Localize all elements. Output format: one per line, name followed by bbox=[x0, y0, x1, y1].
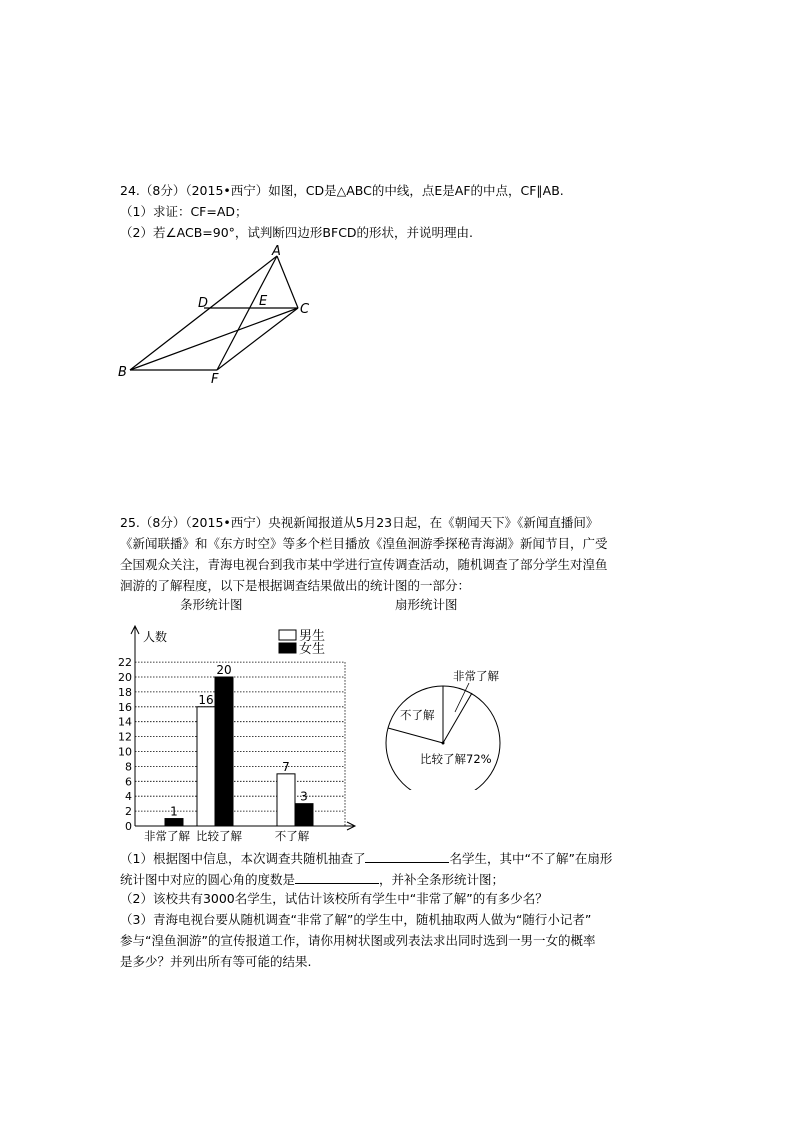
sub1-text-a: （1）根据图中信息，本次调查共随机抽查了 bbox=[120, 851, 366, 866]
pie-label-none: 不了解 bbox=[400, 708, 435, 722]
x-category-label: 非常了解 bbox=[144, 829, 190, 843]
q25-sub2: （2）该校共有3000名学生，试估计该校所有学生中“非常了解”的有多少名？ bbox=[120, 891, 548, 906]
q25-stem-line3: 全国观众关注，青海电视台到我市某中学进行宣传调查活动，随机调查了部分学生对湟鱼 bbox=[120, 557, 608, 572]
y-tick-label: 22 bbox=[118, 656, 132, 670]
y-axis-label: 人数 bbox=[143, 630, 168, 644]
bar-value-label: 20 bbox=[216, 663, 232, 677]
x-category-label: 比较了解 bbox=[196, 829, 242, 843]
pie-center bbox=[442, 742, 445, 745]
q25-sub1-line1 bbox=[120, 849, 612, 867]
q25-stem-line4: 洄游的了解程度，以下是根据调查结果做出的统计图的一部分： bbox=[120, 578, 471, 593]
segment-AC bbox=[277, 256, 298, 308]
label-D: D bbox=[198, 296, 209, 311]
bar-chart bbox=[115, 620, 375, 845]
q24-part2: （2）若∠ACB=90°，试判断四边形BFCD的形状，并说明理由. bbox=[120, 225, 474, 240]
answer-blank-total[interactable] bbox=[365, 849, 449, 863]
legend-swatch-male bbox=[279, 630, 296, 640]
sub1-text-d: ，并补全条形统计图； bbox=[379, 872, 505, 887]
bar-female-1 bbox=[215, 677, 233, 826]
x-category-label: 不了解 bbox=[274, 829, 310, 843]
y-tick-label: 0 bbox=[125, 820, 132, 833]
y-tick-label: 6 bbox=[125, 775, 132, 789]
q24-stem: 24.（8分）（2015•西宁）如图，CD是△ABC的中线，点E是AF的中点，CF∥AB. bbox=[120, 183, 564, 198]
bar-male-2 bbox=[277, 774, 295, 826]
label-E: E bbox=[259, 294, 268, 309]
q25-stem-line2: 《新闻联播》和《东方时空》等多个栏目播放《湟鱼洄游季探秘青海湖》新闻节目，广受 bbox=[120, 536, 608, 551]
q25-sub1-line2 bbox=[120, 870, 504, 888]
q24-part1: （1）求证：CF=AD； bbox=[120, 204, 248, 219]
legend-swatch-female bbox=[279, 643, 296, 653]
y-tick-label: 20 bbox=[118, 671, 132, 684]
bar-female-2 bbox=[295, 804, 313, 826]
sub1-text-b: 名学生，其中“不了解”在扇形 bbox=[449, 851, 613, 866]
label-C: C bbox=[300, 302, 310, 317]
segment-AB bbox=[130, 256, 277, 370]
q24-geometry-figure bbox=[110, 245, 330, 385]
pie-chart-title: 扇形统计图 bbox=[395, 597, 458, 612]
pie-label-very: 非常了解 bbox=[453, 669, 499, 683]
label-F: F bbox=[211, 372, 219, 385]
answer-blank-angle[interactable] bbox=[295, 870, 379, 884]
bar-chart-title: 条形统计图 bbox=[180, 597, 243, 612]
q25-sub3-line3: 是多少？并列出所有等可能的结果. bbox=[120, 954, 312, 969]
sub1-text-c: 统计图中对应的圆心角的度数是 bbox=[120, 872, 296, 887]
pie-chart bbox=[380, 660, 510, 790]
label-A: A bbox=[272, 245, 281, 259]
bar-value-label: 1 bbox=[170, 804, 178, 819]
y-tick-label: 14 bbox=[118, 715, 132, 729]
bar-female-0 bbox=[165, 819, 183, 826]
label-B: B bbox=[118, 365, 127, 380]
pie-label-some: 比较了解72% bbox=[420, 752, 492, 766]
legend-label-female: 女生 bbox=[299, 642, 326, 657]
y-tick-label: 8 bbox=[125, 760, 132, 774]
q25-sub3-line2: 参与“湟鱼洄游”的宣传报道工作，请你用树状图或列表法求出同时选到一男一女的概率 bbox=[120, 933, 596, 948]
y-tick-label: 10 bbox=[118, 745, 132, 759]
legend-label-male: 男生 bbox=[299, 629, 326, 644]
y-tick-label: 2 bbox=[125, 805, 132, 819]
bar-male-1 bbox=[197, 707, 215, 826]
y-tick-label: 12 bbox=[118, 730, 132, 744]
q25-sub3-line1: （3）青海电视台要从随机调查“非常了解”的学生中，随机抽取两人做为“随行小记者” bbox=[120, 912, 592, 927]
y-tick-label: 4 bbox=[125, 790, 132, 804]
bar-value-label: 16 bbox=[198, 692, 214, 707]
bar-value-label: 7 bbox=[282, 759, 290, 774]
q25-stem-line1: 25.（8分）（2015•西宁）央视新闻报道从5月23日起，在《朝闻天下》《新闻直播间》 bbox=[120, 515, 599, 530]
segment-AF bbox=[217, 256, 277, 370]
segment-BC bbox=[130, 308, 298, 370]
segment-CF bbox=[217, 308, 298, 370]
y-tick-label: 18 bbox=[118, 685, 132, 699]
bar-value-label: 3 bbox=[300, 789, 308, 804]
y-tick-label: 16 bbox=[118, 700, 132, 714]
